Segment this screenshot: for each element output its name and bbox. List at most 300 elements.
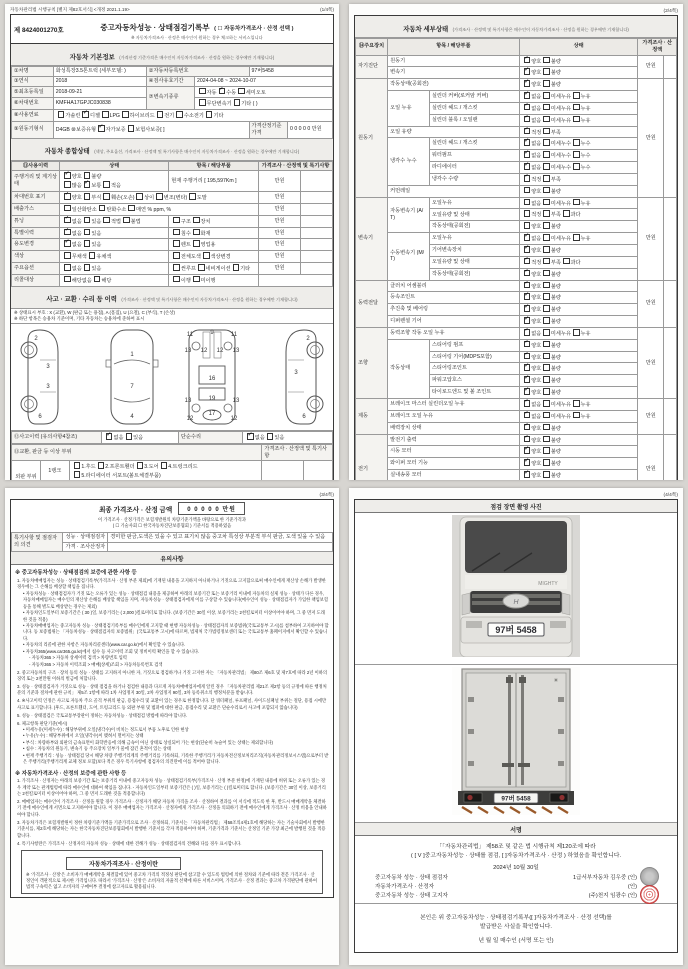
checkbox-unchecked (84, 229, 91, 236)
cell: 동력조향 작동 오일 누유 (388, 327, 520, 339)
checkbox-unchecked (173, 252, 180, 259)
notice-item: • 자동차의 리콜에 관한 사항은 자동차리콜센터(www.car.go.kr)에서 확인할 수 있습니다. (23, 642, 186, 648)
label: 있음 (91, 242, 102, 249)
label: 부족 (550, 177, 561, 184)
part-number: 3 (46, 364, 50, 371)
checkbox-unchecked (543, 92, 550, 99)
signer-role: 중고자동차 성능 · 상태 고지자 (375, 893, 448, 899)
part-number: 12 (230, 416, 238, 423)
cell (519, 67, 638, 79)
cell: 만원 (259, 203, 301, 215)
label: 미세누유 (550, 117, 571, 124)
checkbox-unchecked (74, 462, 81, 469)
cell: 2024-04-08 ~ 2024-10-07 (194, 76, 332, 86)
checkbox-unchecked (543, 199, 550, 206)
cell: 조향 (356, 327, 388, 398)
final-price-title: 최종 가격조사 · 산정 금액 (99, 506, 173, 514)
label: 훼손(오손) (110, 195, 135, 202)
basic-title: 자동차 기본정보 (69, 53, 115, 61)
check-icon: ✓ (524, 398, 530, 405)
cell (519, 256, 638, 268)
cell: 작동상태(공회전) (429, 268, 519, 280)
cell (664, 398, 677, 434)
cell: 오일누유 (429, 233, 519, 245)
check-icon: ✓ (524, 66, 530, 73)
checkbox-unchecked (573, 329, 580, 336)
check-icon: ✓ (524, 315, 530, 322)
cell (60, 191, 259, 203)
table-row (12, 263, 333, 275)
cell: 변속기 (356, 197, 388, 280)
checkbox-unchecked (173, 240, 180, 247)
price-definition-title: 자동차가격조사 · 산정이란 (66, 857, 181, 870)
cell: 0 0 0 0 0 만원 (288, 122, 333, 139)
checkbox-unchecked (203, 252, 210, 259)
cell (519, 173, 638, 185)
label: 양호 (531, 425, 542, 432)
cell (300, 251, 332, 263)
label: 구조 (180, 218, 191, 225)
table-row (12, 227, 333, 239)
checkbox-unchecked (84, 193, 91, 200)
checkbox-unchecked (198, 264, 205, 271)
checkbox-unchecked (58, 111, 65, 118)
label: 기타 (213, 113, 224, 120)
checkbox-unchecked (238, 88, 245, 95)
checkbox-unchecked (543, 246, 550, 253)
check-icon: ✓ (247, 431, 253, 438)
cell: 화성특장3.5톤트럭 (세부모델: ) (53, 67, 146, 77)
table-row (12, 86, 333, 98)
label: LPG (109, 113, 120, 120)
cell: ⑥차대번호 (12, 98, 54, 110)
table-row (356, 79, 677, 91)
table-row (12, 274, 333, 286)
label: 불량 (550, 437, 561, 444)
label: 세미오토 (245, 89, 266, 96)
cell: 자기진단 (356, 55, 388, 79)
table-row (356, 292, 677, 304)
price-notes (11, 517, 333, 530)
checkbox-checked (524, 376, 531, 383)
cell: 수동변속기 (M/T) (388, 233, 430, 280)
checkbox-unchecked (563, 210, 570, 217)
cell: 원동기 (388, 55, 520, 67)
check-icon: ✓ (524, 386, 530, 393)
check-icon: ✓ (84, 179, 90, 186)
label: 있음 (274, 435, 285, 442)
label: 불량 (550, 342, 561, 349)
table-row (12, 461, 333, 480)
checkbox-unchecked (573, 151, 580, 158)
car-diagrams (11, 324, 333, 431)
checkbox-unchecked (64, 252, 71, 259)
label: 누유 (580, 117, 591, 124)
check-icon: ✓ (64, 238, 70, 245)
notice-item: • 자동차인도일부터 보증기간은 ( 30 )일, 보증거리는 ( 2,000 )킬로미터로 합니다. (보증기간은 30일 이상, 보증거리는 2천킬로미터 이상이어야 하며, 그 중 먼저 도래한 것을 적용) (23, 610, 325, 622)
check-icon: ✓ (524, 434, 530, 440)
label: 도말 (196, 195, 207, 202)
truck-front-photo (452, 515, 580, 657)
part-number: 12 (200, 348, 208, 355)
label: 없음 (71, 230, 82, 237)
label: 누유 (580, 331, 591, 337)
label: 양호 (531, 58, 542, 65)
checkbox-checked (219, 88, 226, 95)
cell: 오일 유량 (388, 126, 520, 138)
label: 양호 (531, 188, 542, 195)
overall-state-table (11, 161, 333, 287)
label: 미세누유 (550, 105, 571, 112)
cell: 시동 모터 (388, 446, 520, 458)
checkbox-unchecked (99, 205, 106, 212)
notice-section-1-items (11, 578, 333, 766)
label: 무단변속기 (206, 101, 232, 108)
checkbox-checked (524, 258, 531, 265)
cell: 항목 / 해당부품 (169, 161, 259, 171)
label: 양호 (531, 295, 542, 302)
cell: 클러치 어셈블리 (388, 280, 520, 292)
checkbox-unchecked (64, 205, 71, 212)
label: 장치 (200, 218, 211, 225)
checkbox-unchecked (543, 175, 550, 182)
checkbox-checked (524, 436, 531, 443)
cell (519, 398, 638, 410)
table-row (356, 138, 677, 150)
label: 있음 (133, 435, 144, 442)
label: 양호 (531, 319, 542, 326)
checkbox-unchecked (543, 329, 550, 336)
checkbox-unchecked (543, 471, 550, 478)
checkbox-unchecked (543, 222, 550, 229)
notice-item: • 미세누유(미세누수) : 해당부위에 오일(냉각수)이 비치는 정도로서 부품 노후로 인한 현상 (23, 727, 189, 732)
cell: 가격조사 · 산정액 및 특기사항 (259, 161, 333, 171)
detail-section-header (355, 16, 677, 38)
label: 수소전기 (183, 113, 204, 120)
part-number: 1 (130, 352, 134, 359)
cell: 상태 (519, 39, 638, 56)
cell (519, 245, 638, 257)
table-row (356, 398, 677, 410)
cell (519, 363, 638, 375)
label: 미이행 (200, 277, 216, 284)
cell (304, 461, 333, 480)
label: 불량 (550, 188, 561, 195)
table-row (12, 215, 333, 227)
table-row (12, 239, 333, 251)
checkbox-unchecked (524, 199, 531, 206)
checkbox-checked (524, 163, 531, 170)
page-3-sheet (5, 488, 339, 965)
cell: 가격 · 조사산정자 (63, 542, 108, 552)
cell: 작동상태 (388, 339, 430, 398)
label: 불량 (550, 449, 561, 456)
cell (194, 86, 332, 98)
part-number: 12 (216, 348, 224, 355)
label: 없음 (71, 266, 82, 273)
checkbox-unchecked (126, 433, 133, 440)
label: 없음 (113, 435, 124, 442)
checkbox-checked (524, 293, 531, 300)
label: 불량 (550, 307, 561, 314)
label: 없음 (531, 105, 542, 112)
cell: KMFHA17GPJC030838 (53, 98, 146, 110)
cell (60, 239, 169, 251)
legend-line-2: ※ 하단 항목은 승용차 기준이며, 기타 자동차는 승용차에 준하여 표시 (14, 315, 145, 321)
checkbox-checked (524, 139, 531, 146)
overall-note: (색상, 주요옵션, 가격조사 · 산정액 및 특기사항은 매수인이 자동차가격조사 · 산정을 원하는 경우에만 기재합니다) (94, 149, 300, 155)
title-bar (11, 15, 333, 44)
checkbox-unchecked (94, 276, 101, 283)
detail-state-table (355, 38, 677, 480)
checkbox-unchecked (543, 424, 550, 431)
table-row (356, 185, 677, 197)
label: 있음 (91, 230, 102, 237)
table-row (356, 126, 677, 138)
label: 미세누유 (550, 402, 571, 409)
label: 양호 (531, 82, 542, 89)
checkbox-unchecked (543, 447, 550, 454)
notice-item: • 부식 : 차량하부와 외판의 금속표면이 화학반응에 의해 금속이 아닌 상태로 상실되어 가는 현상(단순히 녹슬어 있는 상태는 제외합니다) (23, 739, 273, 745)
label: 탄화수소 (106, 206, 127, 213)
cell (60, 215, 169, 227)
checkbox-unchecked (524, 210, 531, 217)
checkbox-unchecked (524, 187, 531, 194)
check-icon: ✓ (524, 362, 530, 369)
label: 누수 (580, 165, 591, 172)
cell: 97버5458 (249, 67, 332, 77)
checkbox-checked (524, 282, 531, 289)
checkbox-checked (64, 193, 71, 200)
label: 3.도어 (144, 464, 159, 471)
cell: 특별이력 (12, 227, 60, 239)
checkbox-unchecked (543, 128, 550, 135)
label: 적음 (110, 183, 122, 190)
cell: 전기 (356, 434, 388, 480)
table-row (356, 446, 677, 458)
cell (53, 122, 249, 139)
cell (243, 432, 333, 444)
doc-number: 제 8424001270호 (14, 26, 64, 34)
cell: 1랭크 (40, 461, 69, 480)
photo-front-cell (355, 513, 677, 665)
part-number: 2 (306, 336, 310, 343)
page-4 (344, 484, 688, 969)
label: 누유 (580, 105, 591, 112)
cell (259, 274, 333, 286)
label: 자동 (206, 89, 217, 96)
cell: 브레이크 마스터 실린더오일 누유 (388, 398, 520, 410)
cell (101, 432, 178, 444)
rear-box-badge: ▣ (554, 677, 558, 682)
part-number: 7 (130, 384, 134, 391)
label: 없음 (531, 153, 542, 160)
check-icon: ✓ (64, 170, 70, 177)
accident-history-table (11, 431, 333, 444)
label: 불량 (550, 224, 561, 231)
label: 없음 (254, 435, 265, 442)
notice-title: 유의사항 (11, 552, 333, 565)
cell: 2018 (53, 76, 146, 86)
label: % ppm, % (146, 206, 172, 213)
page-1-topline (10, 7, 334, 13)
check-icon: ✓ (524, 232, 530, 239)
label: 양호 (531, 461, 542, 468)
regulation-text: 자동차관리법 시행규칙 [별지 제82호서식] <개정 2021.1.19> (10, 7, 130, 12)
notice-item: • 자동차365(www.car365.go.kr)에서 침수 등 사고이력 조회 및 정비이력 확인을 할 수 있습니다. (23, 648, 200, 654)
buyer-line-1: 본인은 위 중고자동차성능 · 상태점검기록부([ ]자동차가격조사 · 산정 선택)를 (420, 915, 612, 921)
checkbox-unchecked (122, 111, 129, 118)
label: 4.트렁크리드 (168, 464, 198, 471)
label: 유채색 (96, 254, 112, 261)
table-row (12, 76, 333, 86)
label: 양호 (71, 174, 82, 181)
checkbox-checked (524, 341, 531, 348)
checkbox-unchecked (573, 139, 580, 146)
notice-item: - 자동차365 > 자동차 이력조회 > 매매(상세)조회 > 자동차등록번호 검색 (29, 661, 163, 667)
buyer-line-3: 년 월 일 매수인 (서명 또는 인) (478, 938, 554, 944)
part-number: 9 (210, 330, 214, 337)
check-icon: ✓ (524, 161, 530, 168)
cell: 단순수리 (178, 432, 242, 444)
check-icon: ✓ (524, 327, 530, 334)
car-diagram-side-left (16, 326, 86, 428)
table-row (356, 410, 677, 422)
doc-title-note: ※ 자동차가격조사 · 산정은 매수인이 원하는 경우 체크하는 서비스입니다 (131, 35, 263, 40)
price-definition-box (21, 850, 323, 894)
notice-item: 3. 성능 · 상태점검자가 거짓으로 성능 · 상태 점검을 하거나 점검한 내용과 다르게 자동차매매업자에게 알린 경우 「자동차관리법 제21조 제2항 등의 규정에 따른 행정처분의 기준과 절차에 관한 규칙」 제5조 1항에 따라 1차 사업정지 30일, 2차 사업정지 90일, 3차 등록취소의 행정처분을 받습니다. (17, 683, 327, 696)
table-row (356, 39, 677, 56)
check-icon: ✓ (524, 351, 530, 358)
cell (664, 55, 677, 79)
checkbox-unchecked (103, 181, 110, 188)
label: 부족 (550, 259, 561, 266)
checkbox-checked (64, 217, 71, 224)
checkbox-unchecked (173, 229, 180, 236)
label: 누유 (580, 402, 591, 409)
page-3-box (10, 499, 334, 898)
basic-section-header (11, 44, 333, 66)
checkbox-checked (524, 151, 531, 158)
cell: 성능 · 상태점검자 (63, 532, 108, 542)
cell: ②자동차등록번호 (146, 67, 249, 77)
basic-info-table (11, 66, 333, 139)
cell: ⑫사고이력 (유의사항4참조) (12, 432, 102, 444)
label: 렌트 (180, 242, 191, 249)
label: 불량 (550, 283, 561, 290)
car-diagram-underbody (177, 326, 247, 428)
checkbox-unchecked (137, 462, 144, 469)
checkbox-unchecked (543, 258, 550, 265)
table-row (12, 444, 333, 461)
label: 상이 (144, 195, 155, 202)
checkbox-checked (524, 388, 531, 395)
table-row (356, 339, 677, 351)
checkbox-unchecked (543, 163, 550, 170)
label: 불량 (550, 82, 561, 89)
cell: 디퍼렌셜 기어 (388, 316, 520, 328)
checkbox-unchecked (543, 57, 550, 64)
signer-role: 자동차가격조사 · 산정자 (375, 884, 435, 890)
checkbox-unchecked (543, 187, 550, 194)
checkbox-unchecked (193, 217, 200, 224)
cell (60, 263, 169, 275)
checkbox-unchecked (543, 151, 550, 158)
part-number: 19 (208, 396, 216, 403)
notice-item: • 침수 : 자동차의 원동기, 변속기 등 주요장치 일부가 물에 잠긴 흔적이 있는 상태 (23, 746, 172, 752)
price-definition-text: ※ '가격조사 · 산정'은 소비자가 매매계약을 체결함에 있어 중고차 가격의 적정성 판단에 참고할 수 있도록 법령에 의한 절차와 기준에 따라 전문 가격조사 · 산정인이 객관적으로 제시한 가격입니다. 따라서 '가격조사 · 산정'은 소비자의 자율적 선택에 따른 서비스이며, 가격조사 · 산정 결과는 중고차 가격판단에 관하여 법적 구속력은 없고 소비자의 구매여부 결정에 참고자료로 활용됩니다. (26, 871, 318, 890)
checkbox-unchecked (563, 258, 570, 265)
check-icon: ✓ (524, 173, 530, 180)
cell: 만원 (259, 191, 301, 203)
cell: 만원 (638, 398, 664, 434)
checkbox-unchecked (64, 276, 71, 283)
table-row (356, 280, 677, 292)
checkbox-checked (524, 317, 531, 324)
checkbox-unchecked (573, 104, 580, 111)
cell: 만원 (259, 263, 301, 275)
label: 없음 (531, 236, 542, 243)
label: 불량 (550, 248, 561, 255)
front-license-plate: 97버 5458 (495, 625, 537, 635)
part-number: 13 (232, 348, 240, 355)
checkbox-checked (524, 471, 531, 478)
checkbox-checked (82, 111, 89, 118)
checkbox-unchecked (543, 317, 550, 324)
part-number: 16 (208, 376, 216, 383)
cell (169, 239, 259, 251)
checkbox-unchecked (543, 80, 550, 87)
checkbox-unchecked (543, 210, 550, 217)
label: 디젤 (89, 113, 100, 120)
label: 누유 (580, 200, 591, 207)
cell (519, 280, 638, 292)
page-2 (344, 0, 688, 484)
label: 화재 (200, 230, 211, 237)
cell: 동력전달 (356, 280, 388, 327)
cell (519, 233, 638, 245)
signer-row (375, 873, 657, 881)
check-icon: ✓ (524, 102, 530, 109)
label: 양호 (531, 390, 542, 397)
cell: ⑧사용연료 (12, 110, 54, 122)
label: 양호 (531, 342, 542, 349)
table-row (356, 67, 677, 79)
cell (169, 251, 259, 263)
cell: 커먼레일 (388, 185, 520, 197)
notice-item: 1. 가격조사 · 산정자는 아래의 보증기간 또는 보증거리 이내에 중고자동차 성능 · 상태점검기록부(가격조사 · 산정 부분 한정)에 기재된 내용에 허위 또는 오류가 있는 경우 계약 또는 관계법령에 따라 매수인에 대하여 책임을 집니다. - 자동차인도일부터 보증기간은 ( )일, 보증거리는 ( )킬로미터로 합니다. (보증기간은 30일 이상, 보증거리는 2천킬로미터 이상이어야 하며, 그 중 먼저 도래한 것을 적용합니다) (17, 778, 326, 796)
page-3 (0, 484, 344, 969)
checkbox-checked (106, 433, 113, 440)
doc-title-option: ( ☐ 자동차가격조사 · 산정 선택 ) (214, 26, 294, 32)
page-1-box (10, 14, 334, 480)
check-icon: ✓ (524, 280, 530, 287)
signer-name: (주)천지 임광수 (인) (495, 891, 657, 899)
checkbox-unchecked (233, 264, 240, 271)
cell: 차대번호 표기 (12, 191, 60, 203)
signer-rows (357, 873, 675, 899)
label: 영업용 (200, 242, 216, 249)
signer-row (375, 882, 657, 890)
cell (664, 79, 677, 197)
checkbox-unchecked (543, 412, 550, 419)
label: 전체도색 (180, 254, 201, 261)
cell: 2018-09-21 (53, 86, 146, 98)
label: 양호 (531, 271, 542, 278)
checkbox-unchecked (543, 293, 550, 300)
checkbox-checked (524, 175, 531, 182)
signer-role: 중고자동차 성능 · 상태 점검자 (375, 875, 448, 881)
